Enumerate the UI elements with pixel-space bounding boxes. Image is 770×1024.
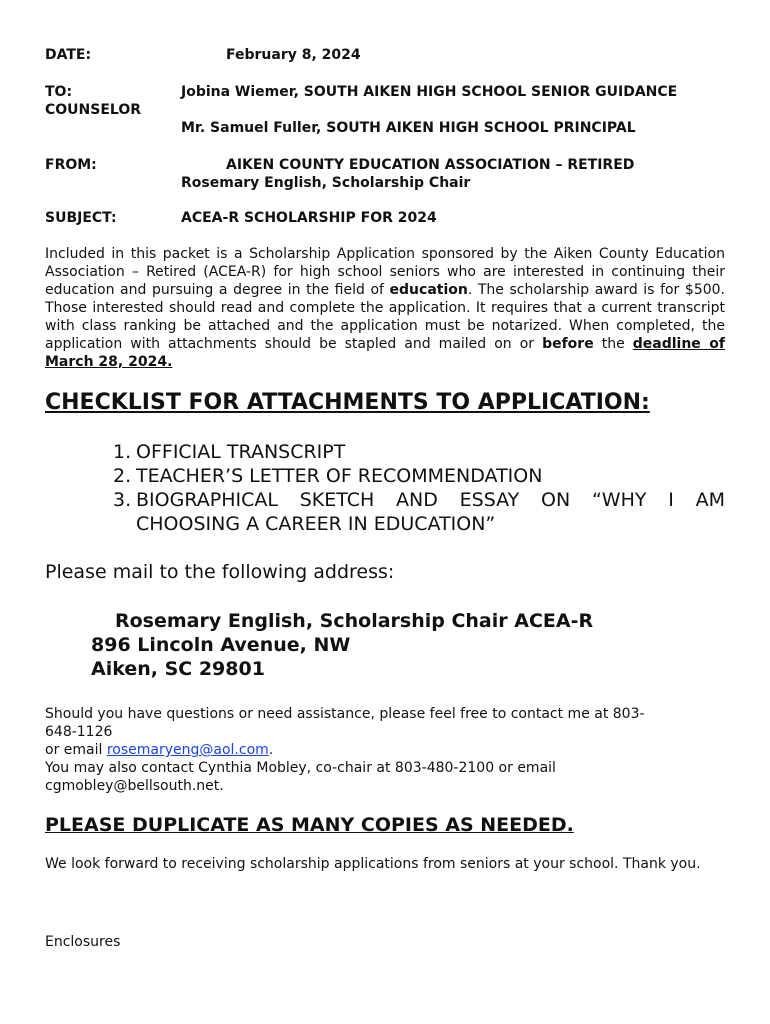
date-value: February 8, 2024 — [226, 47, 361, 63]
intro-text-1: Included in this packet is a Scholarship Application sponsored by the Aiken County Education Association – Retired (ACEA-R) for high school seniors who are interested in continuing their education and pursuing a degree in the field of — [45, 246, 725, 298]
checklist-item-number: 3. — [113, 489, 132, 511]
checklist-item-text: OFFICIAL TRANSCRIPT — [136, 441, 346, 463]
intro-text-the: the — [593, 336, 633, 352]
checklist-item — [113, 488, 725, 536]
email-link[interactable]: rosemaryeng@aol.com — [106, 742, 269, 758]
from-label: FROM: — [45, 157, 97, 173]
checklist-item-text: BIOGRAPHICAL SKETCH AND ESSAY ON “WHY I AM CHOOSING A CAREER IN EDUCATION” — [136, 489, 725, 535]
to-recipient-1: Jobina Wiemer, SOUTH AIKEN HIGH SCHOOL SENIOR GUIDANCE — [181, 84, 678, 100]
intro-deadline: deadline of March 28, 2024. — [45, 336, 725, 370]
mail-intro: Please mail to the following address: — [45, 561, 395, 583]
from-person: Rosemary English, Scholarship Chair — [181, 175, 471, 191]
contact-line-5: cgmobley@bellsouth.net. — [45, 778, 224, 794]
address-line-3: Aiken, SC 29801 — [91, 658, 265, 680]
or-email-text: or email — [45, 742, 107, 758]
checklist-item — [113, 464, 725, 488]
checklist-item-number: 1. — [113, 441, 132, 463]
date-label: DATE: — [45, 47, 92, 63]
intro-text-2: . The scholarship award is for $500. Those interested should read and complete the application. It requires that a current transcript with class ranking be attached and the application must be notarized. When completed, the application with attachments should be stapled and mailed on or — [45, 282, 725, 352]
contact-email-line — [45, 741, 725, 759]
checklist-title: CHECKLIST FOR ATTACHMENTS TO APPLICATION: — [45, 390, 650, 415]
checklist-item-number: 2. — [113, 465, 132, 487]
intro-bold-education: education — [389, 282, 468, 298]
contact-block — [45, 705, 725, 795]
duplicate-notice: PLEASE DUPLICATE AS MANY COPIES AS NEEDED. — [45, 814, 574, 836]
enclosures-label: Enclosures — [45, 934, 121, 950]
to-label: TO: — [45, 84, 73, 100]
checklist-item — [113, 440, 725, 464]
checklist — [113, 440, 725, 536]
contact-line-1: Should you have questions or need assistance, please feel free to contact me at 803- — [45, 706, 645, 722]
subject-value: ACEA-R SCHOLARSHIP FOR 2024 — [181, 210, 437, 226]
contact-line-4: You may also contact Cynthia Mobley, co-chair at 803-480-2100 or email — [45, 760, 556, 776]
email-period: . — [268, 742, 274, 758]
intro-bold-before: before — [542, 336, 594, 352]
to-recipient-1-wrap: COUNSELOR — [45, 102, 142, 118]
closing-paragraph: We look forward to receiving scholarship applications from seniors at your school. Thank you. — [45, 856, 701, 872]
address-line-1: Rosemary English, Scholarship Chair ACEA-R — [115, 610, 594, 632]
to-recipient-2: Mr. Samuel Fuller, SOUTH AIKEN HIGH SCHOOL PRINCIPAL — [181, 120, 636, 136]
subject-label: SUBJECT: — [45, 210, 117, 226]
checklist-item-text: TEACHER’S LETTER OF RECOMMENDATION — [136, 465, 543, 487]
intro-paragraph — [45, 245, 725, 371]
from-organization: AIKEN COUNTY EDUCATION ASSOCIATION – RETIRED — [226, 157, 635, 173]
address-line-2: 896 Lincoln Avenue, NW — [91, 634, 351, 656]
contact-line-2: 648-1126 — [45, 724, 113, 740]
